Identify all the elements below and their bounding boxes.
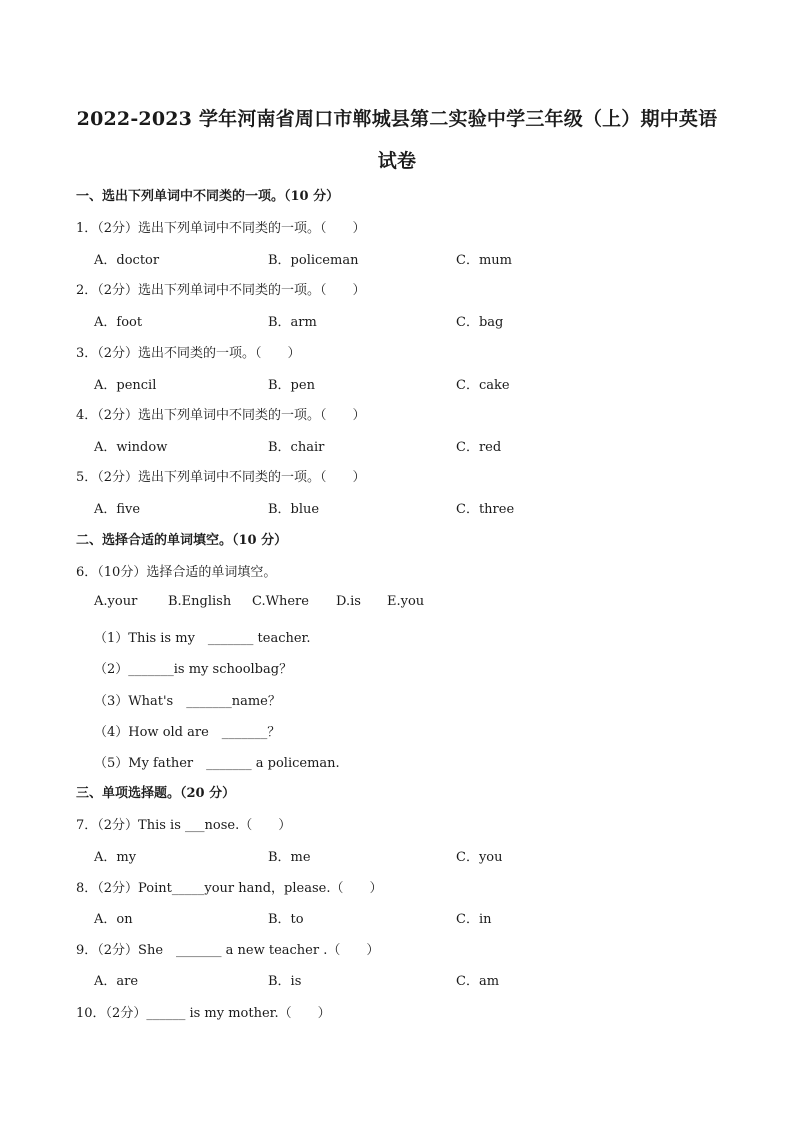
option-c: C．you	[456, 850, 503, 865]
question-5: 5．（2分）选出下列单词中不同类的一项。（ ）	[76, 470, 366, 485]
question-9: 9．（2分）She _______ a new teacher .（ ）	[76, 943, 380, 958]
option-c: C．cake	[456, 378, 510, 393]
word-bank-item: D.is	[336, 594, 361, 609]
option-b: B．me	[268, 850, 311, 865]
option-b: B．policeman	[268, 253, 359, 268]
option-a: A．doctor	[94, 253, 160, 268]
question-10: 10．（2分）______ is my mother.（ ）	[76, 1006, 331, 1021]
option-a: A．are	[94, 974, 139, 989]
exam-title: 2022-2023 学年河南省周口市郸城县第二实验中学三年级（上）期中英语	[76, 108, 718, 130]
section-heading-1: 一、选出下列单词中不同类的一项。（10 分）	[76, 189, 340, 204]
option-a: A．pencil	[94, 378, 157, 393]
option-c: C．in	[456, 912, 492, 927]
question-7: 7．（2分）This is ___nose.（ ）	[76, 818, 292, 833]
fill-blank-item: （5）My father _______ a policeman.	[94, 756, 340, 771]
option-b: B．pen	[268, 378, 315, 393]
option-c: C．mum	[456, 253, 512, 268]
option-b: B．to	[268, 912, 304, 927]
option-a: A．foot	[94, 315, 143, 330]
option-c: C．three	[456, 502, 515, 517]
question-4: 4．（2分）选出下列单词中不同类的一项。（ ）	[76, 408, 366, 423]
word-bank-item: B.English	[168, 594, 232, 609]
option-b: B．blue	[268, 502, 320, 517]
option-a: A．on	[94, 912, 133, 927]
fill-blank-item: （4）How old are _______？	[94, 725, 281, 740]
option-b: B．arm	[268, 315, 317, 330]
option-a: A．my	[94, 850, 137, 865]
fill-blank-item: （2）_______is my schoolbag？	[94, 662, 293, 677]
option-c: C．bag	[456, 315, 504, 330]
option-c: C．am	[456, 974, 500, 989]
question-1: 1．（2分）选出下列单词中不同类的一项。（ ）	[76, 221, 366, 236]
option-b: B．chair	[268, 440, 325, 455]
section-heading-3: 三、单项选择题。（20 分）	[76, 786, 236, 801]
word-bank-item: E.you	[387, 594, 425, 609]
question-3: 3．（2分）选出不同类的一项。（ ）	[76, 346, 301, 361]
question-8: 8．（2分）Point_____your hand，please.（ ）	[76, 881, 383, 896]
option-a: A．window	[94, 440, 168, 455]
question-6: 6．（10分）选择合适的单词填空。	[76, 565, 277, 580]
fill-blank-item: （1）This is my _______ teacher.	[94, 631, 311, 646]
section-heading-2: 二、选择合适的单词填空。（10 分）	[76, 533, 288, 548]
word-bank-item: C.Where	[252, 594, 309, 609]
exam-title-continued: 试卷	[377, 150, 417, 172]
option-b: B．is	[268, 974, 302, 989]
option-c: C．red	[456, 440, 502, 455]
word-bank-item: A.your	[94, 594, 138, 609]
fill-blank-item: （3）What's _______name？	[94, 694, 281, 709]
question-2: 2．（2分）选出下列单词中不同类的一项。（ ）	[76, 283, 366, 298]
option-a: A．five	[94, 502, 141, 517]
